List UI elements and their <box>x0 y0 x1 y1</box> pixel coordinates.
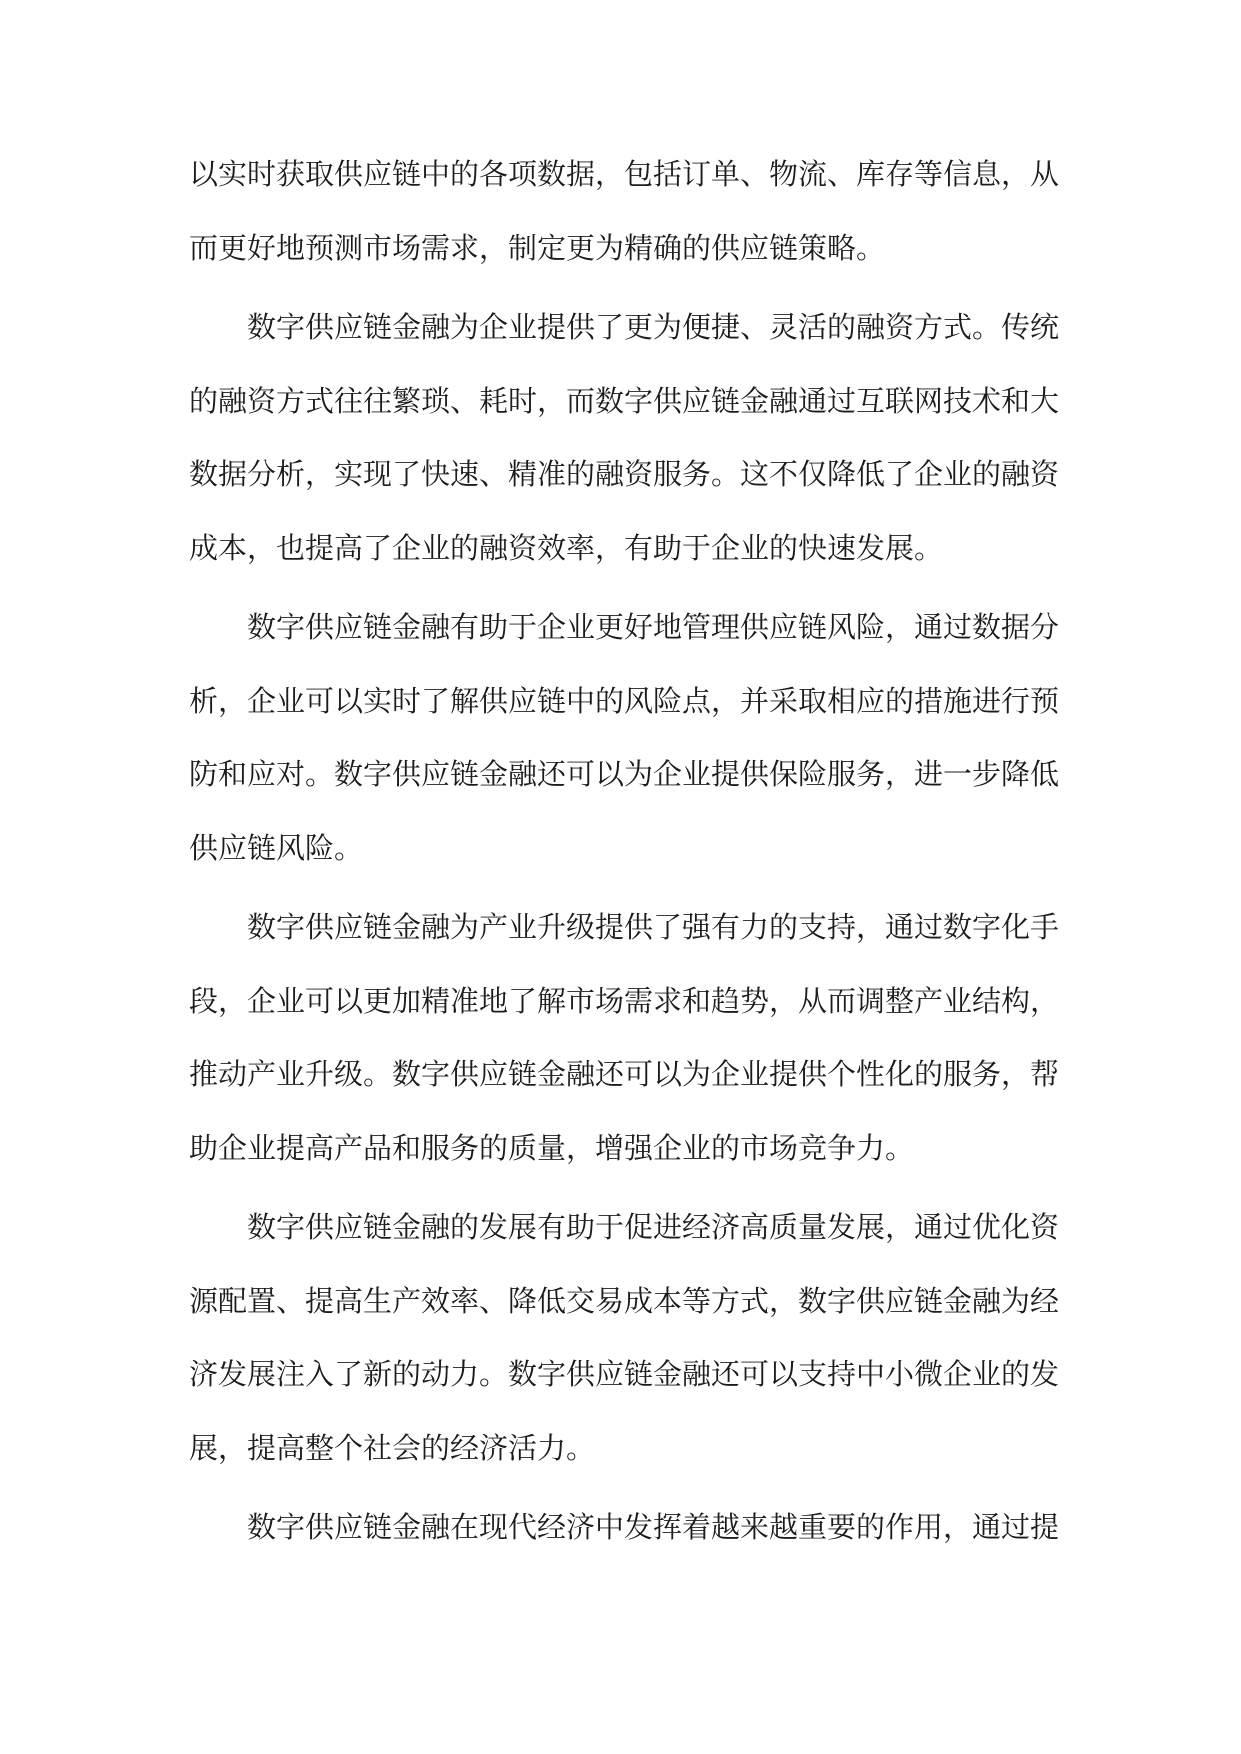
paragraph-3 <box>189 591 1059 885</box>
text-line: 济发展注入了新的动力。数字供应链金融还可以支持中小微企业的发 <box>189 1357 1060 1391</box>
text-line: 成本，也提高了企业的融资效率，有助于企业的快速发展。 <box>189 530 944 565</box>
paragraph-6 <box>189 1491 1059 1565</box>
paragraph-4 <box>189 891 1059 1185</box>
text-line: 以实时获取供应链中的各项数据，包括订单、物流、库存等信息，从 <box>189 157 1060 191</box>
text-line: 段，企业可以更加精准地了解市场需求和趋势，从而调整产业结构， <box>189 983 1060 1018</box>
text-line: 源配置、提高生产效率、降低交易成本等方式，数字供应链金融为经 <box>189 1283 1060 1318</box>
paragraph-1 <box>189 138 1059 285</box>
text-line: 数字供应链金融为产业升级提供了强有力的支持，通过数字化手 <box>247 910 1060 944</box>
text-line: 数字供应链金融有助于企业更好地管理供应链风险，通过数据分 <box>247 610 1060 644</box>
text-line: 展，提高整个社会的经济活力。 <box>189 1430 596 1465</box>
text-line: 数据分析，实现了快速、精准的融资服务。这不仅降低了企业的融资 <box>189 457 1060 491</box>
text-line: 而更好地预测市场需求，制定更为精确的供应链策略。 <box>189 230 886 265</box>
text-line: 供应链风险。 <box>189 830 364 865</box>
text-line: 数字供应链金融在现代经济中发挥着越来越重要的作用，通过提 <box>247 1510 1060 1544</box>
document-body <box>189 138 1059 1571</box>
text-line: 的融资方式往往繁琐、耗时，而数字供应链金融通过互联网技术和大 <box>189 383 1060 418</box>
text-line: 数字供应链金融为企业提供了更为便捷、灵活的融资方式。传统 <box>247 310 1060 344</box>
text-line: 推动产业升级。数字供应链金融还可以为企业提供个性化的服务，帮 <box>189 1057 1060 1091</box>
text-line: 防和应对。数字供应链金融还可以为企业提供保险服务，进一步降低 <box>189 757 1060 791</box>
text-line: 数字供应链金融的发展有助于促进经济高质量发展，通过优化资 <box>247 1210 1060 1244</box>
paragraph-5 <box>189 1191 1059 1485</box>
text-line: 助企业提高产品和服务的质量，增强企业的市场竞争力。 <box>189 1130 915 1165</box>
paragraph-2 <box>189 291 1059 585</box>
text-line: 析，企业可以实时了解供应链中的风险点，并采取相应的措施进行预 <box>189 683 1060 718</box>
